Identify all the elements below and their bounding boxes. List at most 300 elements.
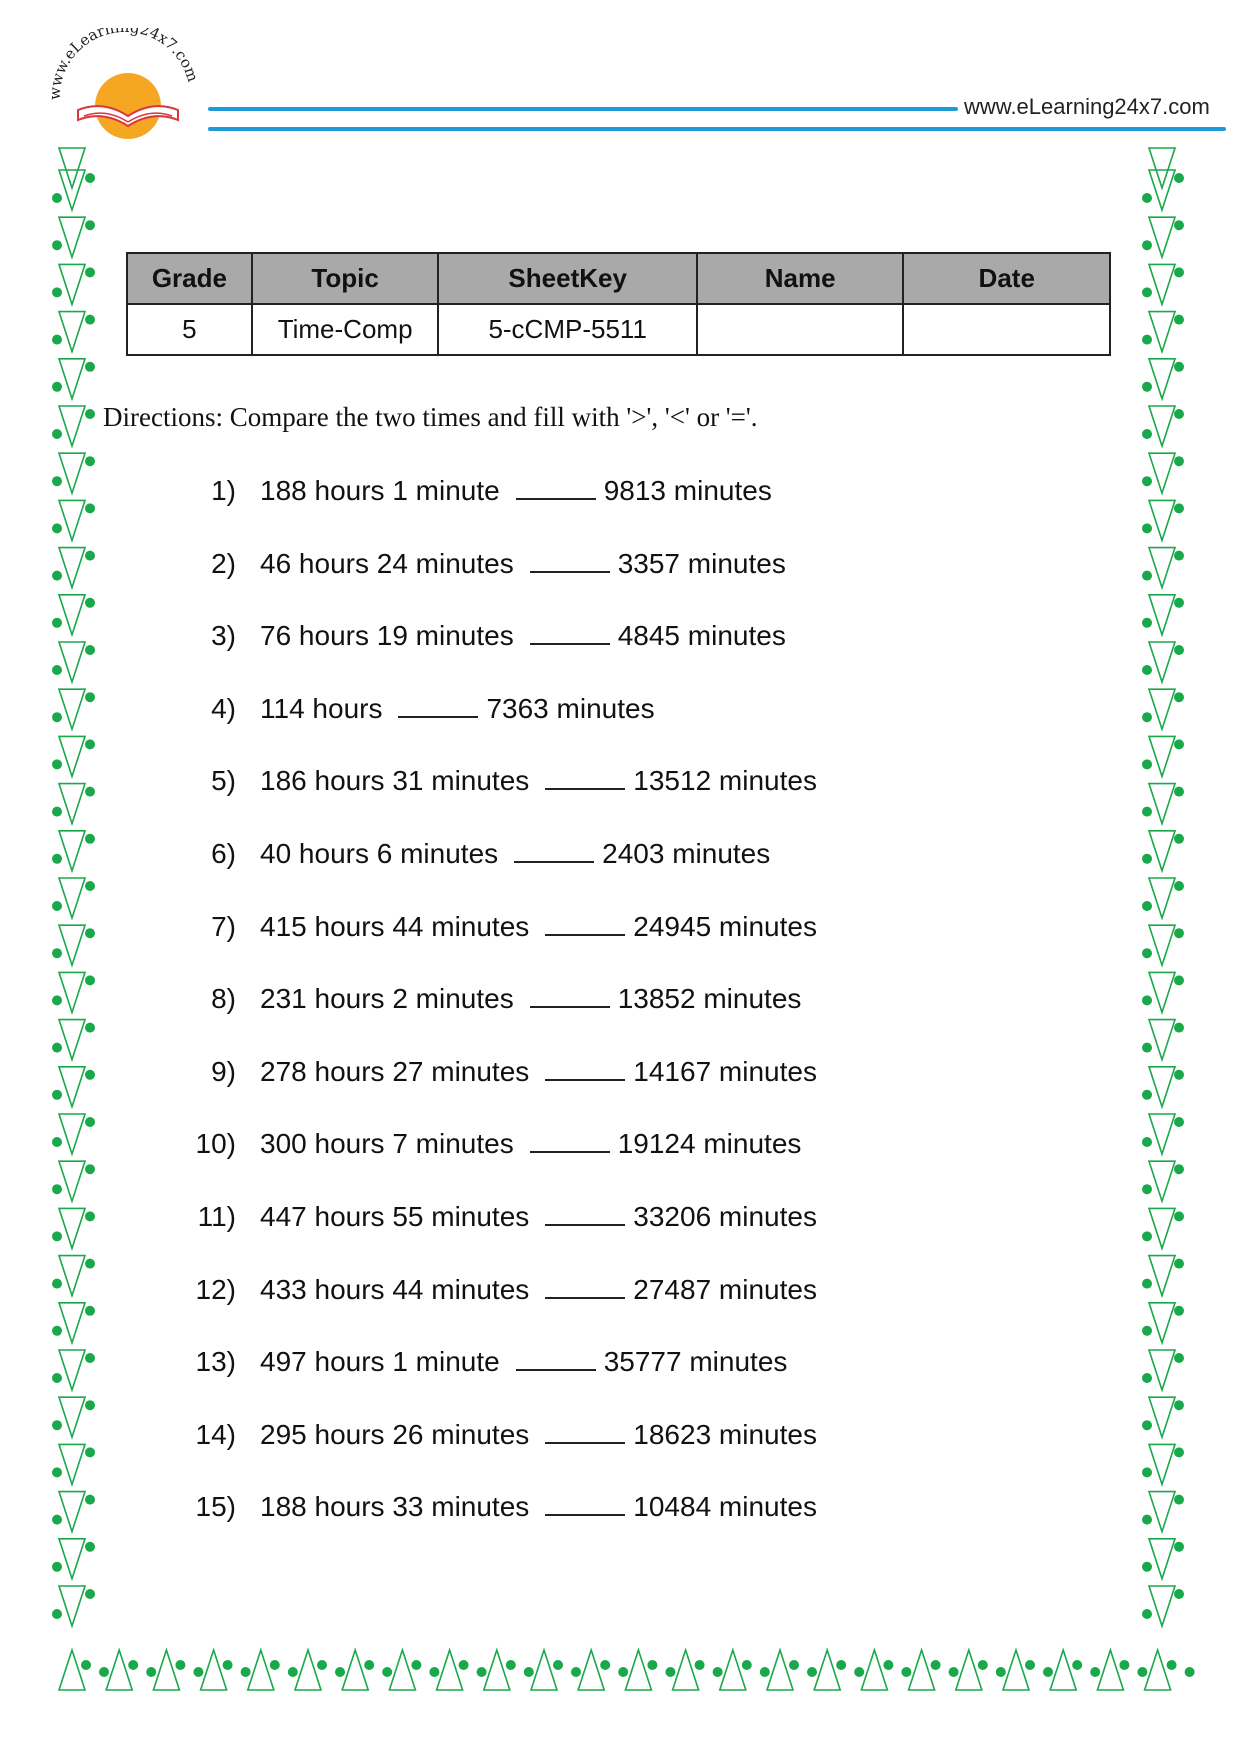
problem-left-time: 188 hours 1 minute	[260, 475, 500, 506]
problem-item	[150, 765, 817, 805]
border-triangle	[59, 1161, 85, 1201]
answer-blank[interactable]	[398, 694, 478, 718]
border-triangle	[248, 1650, 274, 1690]
border-dot	[1090, 1667, 1100, 1677]
border-dot	[1174, 739, 1184, 749]
border-dot	[52, 807, 62, 817]
border-dot	[85, 834, 95, 844]
border-dot	[1174, 834, 1184, 844]
border-triangle	[625, 1650, 651, 1690]
border-dot	[1142, 1467, 1152, 1477]
border-dot	[85, 1542, 95, 1552]
answer-blank[interactable]	[530, 621, 610, 645]
border-dot	[52, 948, 62, 958]
border-triangle	[814, 1650, 840, 1690]
border-dot	[52, 1326, 62, 1336]
border-dot	[600, 1660, 610, 1670]
answer-blank[interactable]	[516, 1347, 596, 1371]
border-dot	[1142, 712, 1152, 722]
problem-left-time: 188 hours 33 minutes	[260, 1491, 530, 1523]
border-triangle	[1149, 264, 1175, 304]
border-triangle	[1149, 831, 1175, 871]
border-dot	[85, 1589, 95, 1599]
problem-left-time: 497 hours 1 minute	[260, 1346, 500, 1378]
problem-right-time: 27487 minutes	[633, 1273, 817, 1305]
border-triangle	[1149, 878, 1175, 918]
border-dot	[52, 240, 62, 250]
border-dot	[52, 335, 62, 345]
border-triangle	[295, 1650, 321, 1690]
border-dot	[1174, 173, 1184, 183]
border-dot	[1174, 928, 1184, 938]
problem-left-time: 433 hours 44 minutes	[260, 1273, 530, 1305]
border-triangle	[59, 736, 85, 776]
border-dot	[883, 1660, 893, 1670]
border-triangle	[1003, 1650, 1029, 1690]
border-dot	[1174, 975, 1184, 985]
border-dot	[85, 362, 95, 372]
border-triangle	[1149, 689, 1175, 729]
border-dot	[1142, 1562, 1152, 1572]
border-dot	[85, 503, 95, 513]
border-triangle	[59, 500, 85, 540]
border-triangle	[1149, 406, 1175, 446]
info-table	[126, 252, 1111, 356]
border-dot	[1142, 1231, 1152, 1241]
border-triangle	[1149, 548, 1175, 588]
answer-blank[interactable]	[545, 1420, 625, 1444]
problem-number: 8)	[211, 983, 236, 1015]
border-triangle	[767, 1650, 793, 1690]
problem-left-time: 300 hours 7 minutes	[260, 1128, 514, 1160]
border-triangle	[59, 595, 85, 635]
border-dot	[85, 598, 95, 608]
problem-right-time: 4845 minutes	[617, 620, 786, 652]
border-dot	[52, 1609, 62, 1619]
border-dot	[1142, 665, 1152, 675]
border-triangle	[1149, 1256, 1175, 1296]
border-dot	[1174, 1495, 1184, 1505]
border-dot	[1137, 1667, 1147, 1677]
border-dot	[85, 315, 95, 325]
border-triangle	[153, 1650, 179, 1690]
border-dot	[241, 1667, 251, 1677]
border-triangle	[1149, 1350, 1175, 1390]
answer-blank[interactable]	[545, 1057, 625, 1081]
border-dot	[85, 1070, 95, 1080]
problem-left-time: 231 hours 2 minutes	[260, 983, 514, 1015]
border-dot	[52, 1231, 62, 1241]
problem-left-time: 278 hours 27 minutes	[260, 1055, 530, 1087]
border-dot	[1174, 1400, 1184, 1410]
problem-number: 13)	[195, 1346, 236, 1378]
border-dot	[789, 1660, 799, 1670]
border-dot	[85, 220, 95, 230]
border-dot	[931, 1660, 941, 1670]
border-triangle	[59, 264, 85, 304]
border-triangle	[59, 1020, 85, 1060]
border-dot	[52, 382, 62, 392]
border-triangle	[201, 1650, 227, 1690]
border-triangle	[59, 1539, 85, 1579]
border-dot	[1142, 523, 1152, 533]
border-dot	[85, 692, 95, 702]
border-triangle	[59, 784, 85, 824]
answer-blank[interactable]	[545, 766, 625, 790]
border-triangle	[106, 1650, 132, 1690]
border-dot	[1142, 476, 1152, 486]
border-dot	[411, 1660, 421, 1670]
border-dot	[52, 571, 62, 581]
border-dot	[52, 429, 62, 439]
problem-number: 14)	[195, 1418, 236, 1450]
border-triangle	[1149, 784, 1175, 824]
problem-item	[150, 1056, 817, 1096]
problem-item	[150, 1201, 817, 1241]
border-dot	[146, 1667, 156, 1677]
problem-left-time: 76 hours 19 minutes	[260, 620, 514, 652]
answer-blank[interactable]	[516, 476, 596, 500]
border-triangle	[437, 1650, 463, 1690]
border-dot	[1174, 1353, 1184, 1363]
border-dot	[99, 1667, 109, 1677]
border-dot	[1174, 1211, 1184, 1221]
border-triangle	[59, 406, 85, 446]
border-dot	[85, 1400, 95, 1410]
border-dot	[270, 1660, 280, 1670]
border-dot	[85, 1259, 95, 1269]
border-dot	[1142, 1373, 1152, 1383]
problem-right-time: 33206 minutes	[633, 1201, 817, 1232]
border-triangle	[59, 1492, 85, 1532]
border-dot	[52, 476, 62, 486]
border-triangle	[389, 1650, 415, 1690]
border-dot	[52, 995, 62, 1005]
border-dot	[52, 1562, 62, 1572]
problem-item	[150, 1274, 817, 1314]
border-dot	[1174, 409, 1184, 419]
border-dot	[85, 1211, 95, 1221]
border-dot	[85, 928, 95, 938]
border-dot	[1142, 382, 1152, 392]
border-triangle	[1149, 1492, 1175, 1532]
border-dot	[1174, 881, 1184, 891]
logo-text-path: ww.eLearn 24x7.co	[48, 28, 197, 89]
border-triangle	[1149, 1303, 1175, 1343]
problem-left-time: 46 hours 24 minutes	[260, 547, 514, 579]
problem-item	[150, 475, 772, 515]
border-dot	[1174, 1542, 1184, 1552]
border-dot	[1174, 598, 1184, 608]
border-dot	[85, 1164, 95, 1174]
border-triangle	[1149, 1586, 1175, 1626]
name-field[interactable]	[697, 304, 904, 355]
border-dot	[1167, 1660, 1177, 1670]
problem-number: 12)	[195, 1273, 236, 1305]
border-dot	[52, 1279, 62, 1289]
border-dot	[85, 1023, 95, 1033]
border-dot	[52, 1137, 62, 1147]
problem-item	[150, 1419, 817, 1459]
border-dot	[1174, 787, 1184, 797]
border-dot	[618, 1667, 628, 1677]
border-dot	[1025, 1660, 1035, 1670]
problem-item	[150, 1491, 817, 1531]
problem-item	[150, 620, 786, 660]
border-triangle	[1149, 1020, 1175, 1060]
problem-number: 2)	[211, 547, 236, 579]
border-dot	[1142, 807, 1152, 817]
border-dot	[52, 1515, 62, 1525]
border-triangle	[1149, 1067, 1175, 1107]
border-dot	[1142, 618, 1152, 628]
border-dot	[1174, 1164, 1184, 1174]
answer-blank[interactable]	[530, 1129, 610, 1153]
border-dot	[647, 1660, 657, 1670]
answer-blank[interactable]	[545, 912, 625, 936]
header-sheetkey: SheetKey	[438, 253, 697, 304]
problem-item	[150, 838, 770, 878]
grade-value: 5	[127, 304, 252, 355]
border-triangle	[59, 217, 85, 257]
border-triangle	[1149, 500, 1175, 540]
info-table-value-row	[127, 304, 1110, 355]
problem-left-time: 295 hours 26 minutes	[260, 1418, 530, 1450]
border-dot	[1142, 759, 1152, 769]
problem-right-time: 18623 minutes	[633, 1418, 817, 1450]
problem-right-time: 35777 minutes	[603, 1346, 788, 1378]
answer-blank[interactable]	[530, 549, 610, 573]
problem-left-time: 114 hours	[260, 692, 383, 724]
border-dot	[85, 456, 95, 466]
problem-item	[150, 548, 786, 588]
border-triangle	[1149, 642, 1175, 682]
border-dot	[713, 1667, 723, 1677]
border-dot	[665, 1667, 675, 1677]
problem-number: 3)	[211, 620, 236, 652]
border-dot	[1174, 1447, 1184, 1457]
border-dot	[1142, 240, 1152, 250]
border-dot	[1142, 1609, 1152, 1619]
border-triangle	[1149, 453, 1175, 493]
border-triangle	[1149, 925, 1175, 965]
border-dot	[1174, 503, 1184, 513]
border-dot	[223, 1660, 233, 1670]
problem-left-time: 186 hours 31 minutes	[260, 765, 530, 797]
border-dot	[52, 523, 62, 533]
border-triangle	[59, 972, 85, 1012]
border-triangle	[59, 878, 85, 918]
problem-item	[150, 1346, 787, 1386]
border-dot	[52, 1420, 62, 1430]
border-dot	[1174, 1023, 1184, 1033]
border-dot	[695, 1660, 705, 1670]
problem-number: 7)	[211, 910, 236, 942]
topic-value: Time-Comp	[252, 304, 439, 355]
border-triangle	[673, 1650, 699, 1690]
border-dot	[52, 1090, 62, 1100]
problem-number: 5)	[211, 765, 236, 797]
date-field[interactable]	[903, 304, 1110, 355]
border-triangle	[531, 1650, 557, 1690]
border-dot	[1142, 854, 1152, 864]
border-dot	[854, 1667, 864, 1677]
border-triangle	[861, 1650, 887, 1690]
border-dot	[85, 881, 95, 891]
problem-number: 15)	[195, 1491, 236, 1523]
sheetkey-value: 5-cCMP-5511	[438, 304, 697, 355]
border-triangle	[1149, 1539, 1175, 1579]
border-dot	[742, 1660, 752, 1670]
problem-right-time: 3357 minutes	[617, 547, 786, 579]
info-table-header-row	[127, 253, 1110, 304]
border-dot	[760, 1667, 770, 1677]
border-dot	[52, 287, 62, 297]
header-date: Date	[903, 253, 1110, 304]
border-dot	[1174, 456, 1184, 466]
border-triangle	[59, 1067, 85, 1107]
border-dot	[1142, 1137, 1152, 1147]
border-dot	[1174, 1070, 1184, 1080]
border-triangle	[1149, 595, 1175, 635]
border-dot	[175, 1660, 185, 1670]
border-triangle	[59, 925, 85, 965]
problem-number: 11)	[197, 1201, 236, 1232]
problem-right-time: 24945 minutes	[633, 910, 817, 942]
border-triangle	[1149, 1208, 1175, 1248]
border-triangle	[1149, 312, 1175, 352]
header-name: Name	[697, 253, 904, 304]
border-dot	[128, 1660, 138, 1670]
problem-number: 10)	[195, 1128, 236, 1160]
border-triangle	[1149, 1397, 1175, 1437]
problem-item	[150, 693, 655, 733]
border-dot	[1174, 267, 1184, 277]
border-dot	[85, 267, 95, 277]
border-dot	[1142, 1420, 1152, 1430]
border-dot	[85, 975, 95, 985]
border-dot	[1142, 335, 1152, 345]
border-dot	[1142, 571, 1152, 581]
border-dot	[1119, 1660, 1129, 1670]
problem-item	[150, 1128, 801, 1168]
border-dot	[52, 1043, 62, 1053]
border-triangle	[59, 312, 85, 352]
border-triangle	[1050, 1650, 1076, 1690]
answer-blank[interactable]	[545, 1492, 625, 1516]
problem-right-time: 10484 minutes	[633, 1491, 817, 1523]
border-triangle	[59, 1303, 85, 1343]
border-dot	[52, 712, 62, 722]
border-triangle	[484, 1650, 510, 1690]
border-triangle	[1149, 359, 1175, 399]
border-dot	[52, 618, 62, 628]
border-dot	[1142, 1090, 1152, 1100]
problem-number: 1)	[211, 475, 236, 506]
border-dot	[1142, 193, 1152, 203]
problem-left-time: 40 hours 6 minutes	[260, 838, 499, 869]
border-dot	[1174, 1259, 1184, 1269]
header-topic: Topic	[252, 253, 439, 304]
answer-blank[interactable]	[530, 984, 610, 1008]
border-dot	[85, 1495, 95, 1505]
problem-number: 9)	[211, 1055, 236, 1087]
problem-right-time: 9813 minutes	[603, 475, 772, 506]
border-triangle	[59, 831, 85, 871]
border-triangle	[720, 1650, 746, 1690]
border-triangle	[59, 1650, 85, 1690]
border-dot	[193, 1667, 203, 1677]
border-triangle	[342, 1650, 368, 1690]
border-dot	[52, 759, 62, 769]
border-dot	[1043, 1667, 1053, 1677]
problem-item	[150, 983, 801, 1023]
border-triangle	[59, 453, 85, 493]
border-dot	[524, 1667, 534, 1677]
border-triangle	[59, 1397, 85, 1437]
border-dot	[317, 1660, 327, 1670]
border-dot	[477, 1667, 487, 1677]
border-dot	[1174, 220, 1184, 230]
border-triangle	[59, 1444, 85, 1484]
border-dot	[85, 551, 95, 561]
border-dot	[901, 1667, 911, 1677]
answer-blank[interactable]	[545, 1202, 625, 1226]
problem-left-time: 447 hours 55 minutes	[260, 1201, 530, 1232]
border-dot	[52, 193, 62, 203]
border-triangle	[59, 1350, 85, 1390]
border-dot	[52, 1184, 62, 1194]
border-dot	[85, 645, 95, 655]
problem-right-time: 2403 minutes	[602, 838, 771, 869]
border-dot	[1142, 901, 1152, 911]
border-dot	[459, 1660, 469, 1670]
border-dot	[85, 739, 95, 749]
border-dot	[52, 854, 62, 864]
border-dot	[85, 1117, 95, 1127]
border-dot	[52, 1467, 62, 1477]
border-dot	[1174, 1589, 1184, 1599]
border-dot	[364, 1660, 374, 1670]
problem-right-time: 19124 minutes	[617, 1128, 802, 1160]
border-dot	[836, 1660, 846, 1670]
problem-left-time: 415 hours 44 minutes	[260, 910, 530, 942]
border-dot	[1142, 1043, 1152, 1053]
border-dot	[85, 409, 95, 419]
border-dot	[1142, 1279, 1152, 1289]
problem-right-time: 14167 minutes	[633, 1055, 817, 1087]
answer-blank[interactable]	[514, 839, 594, 863]
border-dot	[506, 1660, 516, 1670]
border-dot	[1142, 1515, 1152, 1525]
problem-number: 6)	[211, 838, 236, 869]
answer-blank[interactable]	[545, 1275, 625, 1299]
border-dot	[1142, 995, 1152, 1005]
border-dot	[1142, 1326, 1152, 1336]
problem-item	[150, 911, 817, 951]
border-triangle	[1149, 1161, 1175, 1201]
border-dot	[1174, 362, 1184, 372]
border-dot	[978, 1660, 988, 1670]
border-dot	[335, 1667, 345, 1677]
border-dot	[85, 1353, 95, 1363]
header-grade: Grade	[127, 253, 252, 304]
border-triangle	[59, 359, 85, 399]
border-triangle	[909, 1650, 935, 1690]
problem-right-time: 13852 minutes	[617, 983, 802, 1015]
border-dot	[1142, 948, 1152, 958]
border-triangle	[59, 1256, 85, 1296]
